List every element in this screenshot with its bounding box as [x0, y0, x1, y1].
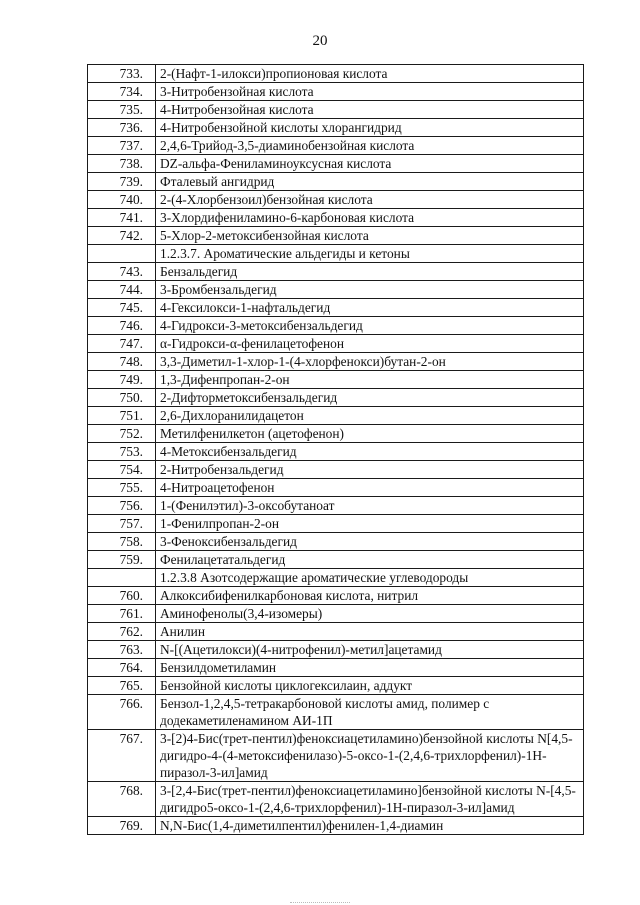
table-row — [88, 461, 584, 479]
table-row — [88, 119, 584, 137]
substance-table-body — [88, 65, 584, 835]
table-row — [88, 817, 584, 835]
row-number: 762. — [88, 623, 156, 641]
substance-name: Фталевый ангидрид — [156, 173, 584, 191]
section-heading: 1.2.3.8 Азотсодержащие ароматические углеводороды — [156, 569, 584, 587]
substance-name: α-Гидрокси-α-фенилацетофенон — [156, 335, 584, 353]
row-number: 750. — [88, 389, 156, 407]
row-number: 758. — [88, 533, 156, 551]
table-row — [88, 623, 584, 641]
row-number: 736. — [88, 119, 156, 137]
row-number: 760. — [88, 587, 156, 605]
row-number: 768. — [88, 782, 156, 817]
table-row — [88, 515, 584, 533]
table-row — [88, 65, 584, 83]
table-row — [88, 533, 584, 551]
row-number: 734. — [88, 83, 156, 101]
substance-name: 3-[2,4-Бис(трет-пентил)феноксиацетиламино]бензойной кислоты N-[4,5-дигидро5-оксо-1-(2,4,6-трихлорфенил)-1Н-пиразол-3-ил]амид — [156, 782, 584, 817]
substance-name: 2,6-Дихлоранилидацетон — [156, 407, 584, 425]
row-number: 745. — [88, 299, 156, 317]
table-row — [88, 407, 584, 425]
table-row — [88, 137, 584, 155]
row-number: 756. — [88, 497, 156, 515]
row-number: 744. — [88, 281, 156, 299]
substance-name: N-[(Ацетилокси)(4-нитрофенил)-метил]ацетамид — [156, 641, 584, 659]
row-number: 754. — [88, 461, 156, 479]
row-number — [88, 569, 156, 587]
substance-name: 3,3-Диметил-1-хлор-1-(4-хлорфенокси)бутан-2-он — [156, 353, 584, 371]
substance-name: 3-Нитробензойная кислота — [156, 83, 584, 101]
table-row — [88, 443, 584, 461]
substance-name: Фенилацетатальдегид — [156, 551, 584, 569]
table-row — [88, 587, 584, 605]
substance-name: DZ-альфа-Фениламиноуксусная кислота — [156, 155, 584, 173]
substance-name: 2,4,6-Трийод-3,5-диаминобензойная кислота — [156, 137, 584, 155]
substance-name: 4-Гидрокси-3-метоксибензальдегид — [156, 317, 584, 335]
substance-name: 2-Дифторметоксибензальдегид — [156, 389, 584, 407]
section-heading-row — [88, 569, 584, 587]
substance-name: 3-Хлордифениламино-6-карбоновая кислота — [156, 209, 584, 227]
table-row — [88, 173, 584, 191]
row-number: 740. — [88, 191, 156, 209]
substance-name: Анилин — [156, 623, 584, 641]
table-row — [88, 497, 584, 515]
table-row — [88, 551, 584, 569]
table-row — [88, 353, 584, 371]
table-row — [88, 425, 584, 443]
substance-name: Аминофенолы(3,4-изомеры) — [156, 605, 584, 623]
table-row — [88, 641, 584, 659]
substance-name: 3-[2)4-Бис(трет-пентил)феноксиацетиламино)бензойной кислоты N[4,5-дигидро-4-(4-метоксифенилазо)-5-оксо-1-(2,4,6-трихлорфенил)-1Н-пиразол-3-ил]амид — [156, 730, 584, 782]
row-number: 757. — [88, 515, 156, 533]
table-row — [88, 605, 584, 623]
substance-name: 5-Хлор-2-метоксибензойная кислота — [156, 227, 584, 245]
row-number: 738. — [88, 155, 156, 173]
row-number: 764. — [88, 659, 156, 677]
table-row — [88, 263, 584, 281]
substance-table — [87, 64, 584, 835]
table-row — [88, 389, 584, 407]
row-number: 743. — [88, 263, 156, 281]
substance-name: Бензол-1,2,4,5-тетракарбоновой кислоты амид, полимер с додекаметиленамином АИ-1П — [156, 695, 584, 730]
row-number: 733. — [88, 65, 156, 83]
row-number: 739. — [88, 173, 156, 191]
row-number: 749. — [88, 371, 156, 389]
row-number: 769. — [88, 817, 156, 835]
substance-name: N,N-Бис(1,4-диметилпентил)фенилен-1,4-диамин — [156, 817, 584, 835]
substance-name: 3-Бромбензальдегид — [156, 281, 584, 299]
row-number: 752. — [88, 425, 156, 443]
row-number: 748. — [88, 353, 156, 371]
substance-name: 4-Нитроацетофенон — [156, 479, 584, 497]
table-row — [88, 782, 584, 817]
row-number: 741. — [88, 209, 156, 227]
page-number: 20 — [312, 33, 328, 49]
table-row — [88, 371, 584, 389]
table-row — [88, 101, 584, 119]
row-number: 747. — [88, 335, 156, 353]
row-number: 742. — [88, 227, 156, 245]
row-number: 751. — [88, 407, 156, 425]
substance-name: 1,3-Дифенпропан-2-он — [156, 371, 584, 389]
substance-name: 4-Нитробензойной кислоты хлорангидрид — [156, 119, 584, 137]
substance-name: Бензилдометиламин — [156, 659, 584, 677]
substance-name: Метилфенилкетон (ацетофенон) — [156, 425, 584, 443]
table-row — [88, 191, 584, 209]
substance-name: Бензойной кислоты циклогексилаин, аддукт — [156, 677, 584, 695]
row-number: 735. — [88, 101, 156, 119]
row-number: 759. — [88, 551, 156, 569]
row-number: 753. — [88, 443, 156, 461]
table-row — [88, 155, 584, 173]
substance-name: 2-(4-Хлорбензоил)бензойная кислота — [156, 191, 584, 209]
substance-name: 4-Гексилокси-1-нафтальдегид — [156, 299, 584, 317]
substance-name: Бензальдегид — [156, 263, 584, 281]
section-heading: 1.2.3.7. Ароматические альдегиды и кетоны — [156, 245, 584, 263]
table-row — [88, 83, 584, 101]
table-row — [88, 299, 584, 317]
row-number: 737. — [88, 137, 156, 155]
substance-name: 4-Нитробензойная кислота — [156, 101, 584, 119]
substance-name: 2-Нитробензальдегид — [156, 461, 584, 479]
substance-name: 4-Метоксибензальдегид — [156, 443, 584, 461]
row-number: 765. — [88, 677, 156, 695]
table-row — [88, 209, 584, 227]
table-row — [88, 335, 584, 353]
table-row — [88, 677, 584, 695]
row-number: 763. — [88, 641, 156, 659]
row-number: 755. — [88, 479, 156, 497]
substance-name: 3-Феноксибензальдегид — [156, 533, 584, 551]
substance-name: 1-Фенилпропан-2-он — [156, 515, 584, 533]
row-number — [88, 245, 156, 263]
row-number: 761. — [88, 605, 156, 623]
substance-name: 2-(Нафт-1-илокси)пропионовая кислота — [156, 65, 584, 83]
row-number: 746. — [88, 317, 156, 335]
substance-name: Алкоксибифенилкарбоновая кислота, нитрил — [156, 587, 584, 605]
substance-name: 1-(Фенилэтил)-3-оксобутаноат — [156, 497, 584, 515]
table-row — [88, 479, 584, 497]
table-row — [88, 317, 584, 335]
table-row — [88, 730, 584, 782]
table-row — [88, 695, 584, 730]
table-row — [88, 659, 584, 677]
row-number: 767. — [88, 730, 156, 782]
table-row — [88, 281, 584, 299]
section-heading-row — [88, 245, 584, 263]
table-row — [88, 227, 584, 245]
row-number: 766. — [88, 695, 156, 730]
